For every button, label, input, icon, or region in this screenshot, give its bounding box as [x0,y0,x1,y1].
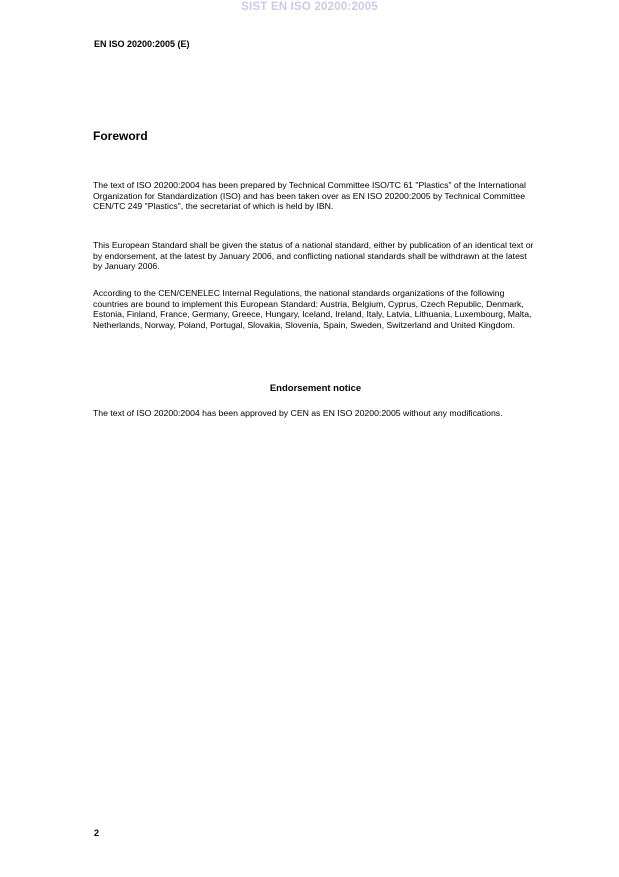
document-identifier: EN ISO 20200:2005 (E) [94,39,190,49]
endorsement-text: The text of ISO 20200:2004 has been approved by CEN as EN ISO 20200:2005 without any modifications. [93,408,503,418]
endorsement-heading: Endorsement notice [269,383,362,394]
foreword-heading: Foreword [93,129,148,143]
page-number: 2 [94,828,100,838]
watermark: SIST EN ISO 20200:2005 [241,1,378,13]
foreword-paragraph-1: The text of ISO 20200:2004 has been prepared by Technical Committee ISO/TC 61 "Plastics" of the International Organization for Standardization (ISO) and has been taken over as EN ISO 20200:2005 by Technical Committee CEN/TC 249 "Plastics", the secretariat of which is held by IBN. [93,180,526,212]
foreword-paragraph-2: This European Standard shall be given the status of a national standard, either by publication of an identical text or by endorsement, at the latest by January 2006, and conflicting national standards shall be withdrawn at the latest by January 2006. [93,240,534,272]
foreword-paragraph-3: According to the CEN/CENELEC Internal Regulations, the national standards organizations of the following countries are bound to implement this European Standard: Austria, Belgium, Cyprus, Czech Republic, Denmark, Estonia, Finland, France, Germany, Greece, Hungary, Iceland, Ireland, Italy, Latvia, Lithuania, Luxembourg, Malta, Netherlands, Norway, Poland, Portugal, Slovakia, Slovenia, Spain, Sweden, Switzerland and United Kingdom. [93,288,532,330]
